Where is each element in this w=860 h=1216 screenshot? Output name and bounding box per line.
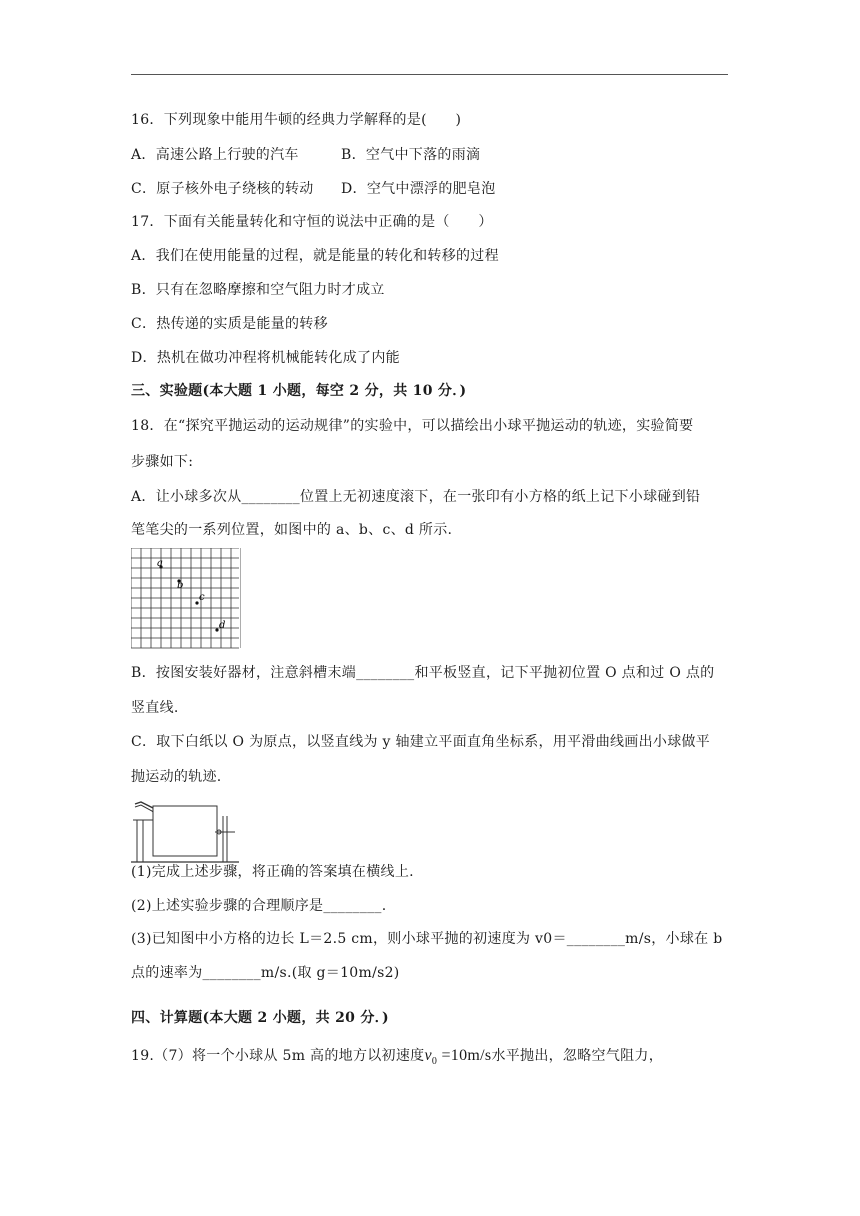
- q16-option-c: C．原子核外电子绕核的转动: [131, 181, 314, 197]
- point-d: [215, 620, 225, 632]
- q18-stem-line2: 步骤如下:: [131, 454, 194, 470]
- q19-formula-rest: =10m/s: [437, 1047, 492, 1064]
- q18-stem-line1: 18．在“探究平抛运动的运动规律”的实验中，可以描绘出小球平抛运动的轨迹，实验简要: [131, 418, 694, 434]
- q16-options-ab: [131, 145, 480, 165]
- q16-option-a: A．高速公路上行驶的汽车: [131, 147, 299, 163]
- point-c-label: c: [199, 592, 205, 603]
- q18-sub3-line1: (3)已知图中小方格的边长 L＝2.5 cm，则小球平抛的初速度为 v0＝________m/s，小球在 b: [131, 931, 723, 947]
- q18-step-c-line1: C．取下白纸以 O 为原点，以竖直线为 y 轴建立平面直角坐标系，用平滑曲线画出小球做平: [131, 734, 711, 750]
- q16-option-d: D．空气中漂浮的肥皂泡: [341, 181, 496, 197]
- section4-title: 四、计算题(本大题 2 小题，共 20 分．): [131, 1010, 389, 1026]
- trajectory-grid-figure: [131, 548, 241, 650]
- q18-sub3-line2: 点的速率为________m/s.(取 g＝10m/s2): [131, 965, 400, 981]
- grid-lines: [131, 548, 241, 648]
- point-b: [177, 579, 183, 591]
- q18-sub1: (1)完成上述步骤，将正确的答案填在横线上.: [131, 864, 414, 880]
- section3-title: 三、实验题(本大题 1 小题，每空 2 分，共 10 分．): [131, 383, 467, 399]
- q17-option-b: B．只有在忽略摩擦和空气阻力时才成立: [131, 282, 385, 298]
- q16-options-cd: [131, 179, 496, 199]
- q18-step-b-line2: 竖直线.: [131, 700, 179, 716]
- point-b-label: b: [177, 580, 184, 591]
- q19-stem: [131, 1046, 663, 1072]
- q19-formula-sub: 0: [431, 1056, 438, 1068]
- point-d-label: d: [219, 620, 226, 631]
- q19-prefix: 19.（7）将一个小球从 5m 高的地方以初速度: [131, 1048, 425, 1064]
- apparatus-figure: [131, 798, 241, 868]
- q17-stem: 17．下面有关能量转化和守恒的说法中正确的是（ ）: [131, 214, 493, 230]
- point-a-label: a: [157, 558, 163, 569]
- q17-option-c: C．热传递的实质是能量的转移: [131, 316, 328, 332]
- q17-option-a: A．我们在使用能量的过程，就是能量的转化和转移的过程: [131, 248, 499, 264]
- q18-sub2: (2)上述实验步骤的合理顺序是________.: [131, 898, 387, 914]
- point-a: [157, 558, 163, 569]
- header-rule: [131, 74, 728, 75]
- q18-step-c-line2: 抛运动的轨迹.: [131, 769, 222, 785]
- q18-step-a-line1: A．让小球多次从________位置上无初速度滚下，在一张印有小方格的纸上记下小球碰到铅: [131, 489, 701, 505]
- q19-formula: [424, 1047, 492, 1068]
- q18-step-b-line1: B．按图安装好器材，注意斜槽末端________和平板竖直，记下平抛初位置 O 点和过 O 点的: [131, 665, 715, 681]
- q16-stem: 16．下列现象中能用牛顿的经典力学解释的是( ): [131, 112, 462, 128]
- board: [153, 806, 217, 856]
- q17-option-d: D．热机在做功冲程将机械能转化成了内能: [131, 350, 400, 366]
- q16-option-b: B．空气中下落的雨滴: [341, 147, 481, 163]
- q19-suffix: 水平抛出，忽略空气阻力，: [491, 1048, 664, 1064]
- q19-formula-var: v: [424, 1047, 432, 1064]
- q18-step-a-line2: 笔笔尖的一系列位置，如图中的 a、b、c、d 所示.: [131, 522, 453, 538]
